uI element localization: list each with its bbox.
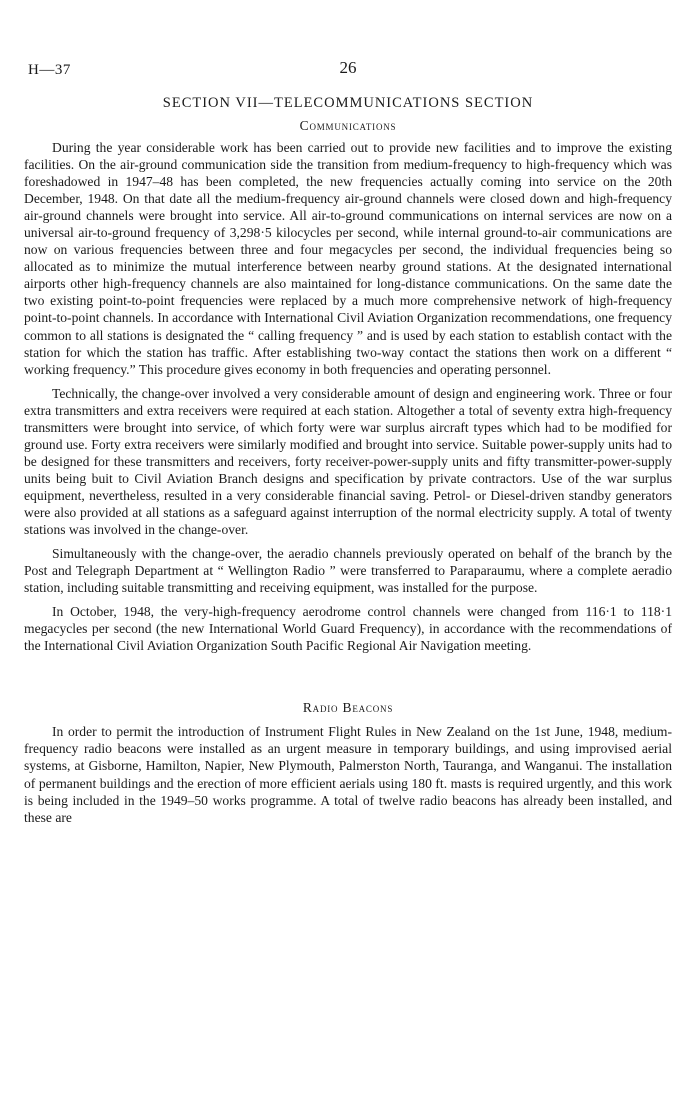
body-paragraph: In October, 1948, the very-high-frequency aerodrome control channels were changed from 116·1 to 118·1 megacycles per second (the new International World Guard Frequency), in accordance with the recommendations of the International Civil Aviation Organization South Pacific Regional Air Navigation meeting. [24,604,672,654]
radio-beacons-body [24,723,672,825]
radio-beacons-heading: Radio Beacons [302,700,394,716]
document-reference: H—37 [28,62,71,78]
section-title: SECTION VII—TELECOMMUNICATIONS SECTION [162,95,534,111]
body-paragraph: During the year considerable work has been carried out to provide new facilities and to improve the existing facilities. On the air-ground communication side the transition from medium-frequency to high-frequency which was foreshadowed in 1947–48 has been completed, the new frequencies actually coming into service on the 20th December, 1948. On that date all the medium-frequency air-ground channels were closed down and high-frequency air-ground channels were brought into service. All air-to-ground communications on internal services are now on a universal air-to-ground frequency of 3,298·5 kilocycles per second, while internal ground-to-air communications are now on various frequencies between three and four megacycles per second, the individual frequencies being so allocated as to minimize the mutual interference between nearby ground stations. At the designated international airports other high-frequency channels are also maintained for long-distance communications. On the same date the two existing point-to-point frequencies were replaced by a much more comprehensive network of high-frequency point-to-point channels. In accordance with International Civil Aviation Organization recommendations, one frequency common to all stations is designated the “ calling frequency ” and is used by each station to establish contact with the station for which the station has traffic. After establishing two-way contact the stations then work on a different “ working frequency.” This procedure gives economy in both frequencies and operating personnel. [24,140,672,377]
page-header [24,58,672,80]
body-paragraph: Simultaneously with the change-over, the aeradio channels previously operated on behalf of the branch by the Post and Telegraph Department at “ Wellington Radio ” were transferred to Paraparaumu, where a complete aeradio station, including suitable transmitting and receiving equipment, was installed for the purpose. [24,546,672,596]
communications-heading: Communications [299,118,397,133]
page-number: 26 [339,58,357,77]
document-page [24,58,672,826]
communications-body [24,139,672,654]
body-paragraph: In order to permit the introduction of Instrument Flight Rules in New Zealand on the 1st June, 1948, medium-frequency radio beacons were installed as an urgent measure in temporary buildings, and using improvised aerial systems, at Gisborne, Hamilton, Napier, New Plymouth, Palmerston North, Tauranga, and Wanganui. The installation of permanent buildings and the erection of more efficient aerials using 180 ft. masts is required urgently, and this work is being included in the 1949–50 works programme. A total of twelve radio beacons has already been installed, and these are [24,724,672,825]
body-paragraph: Technically, the change-over involved a very considerable amount of design and engineering work. Three or four extra transmitters and extra receivers were required at each station. Altogether a total of seventy extra high-frequency transmitters were brought into service, of which forty were war surplus aircraft types which had to be modified for ground use. Forty extra receivers were similarly modified and brought into service. Suitable power-supply units had to be designed for these transmitters and receivers, forty receiver-power-supply units and fifty transmitter-power-supply units being buit to Civil Aviation Branch designs and specification by private contractors. Use of the war surplus equipment, nevertheless, resulted in a very considerable financial saving. Petrol- or Diesel-driven standby generators were also provided at all stations as a safeguard against interruption of the normal electricity supply. A total of twenty stations was involved in the change-over. [24,385,672,538]
